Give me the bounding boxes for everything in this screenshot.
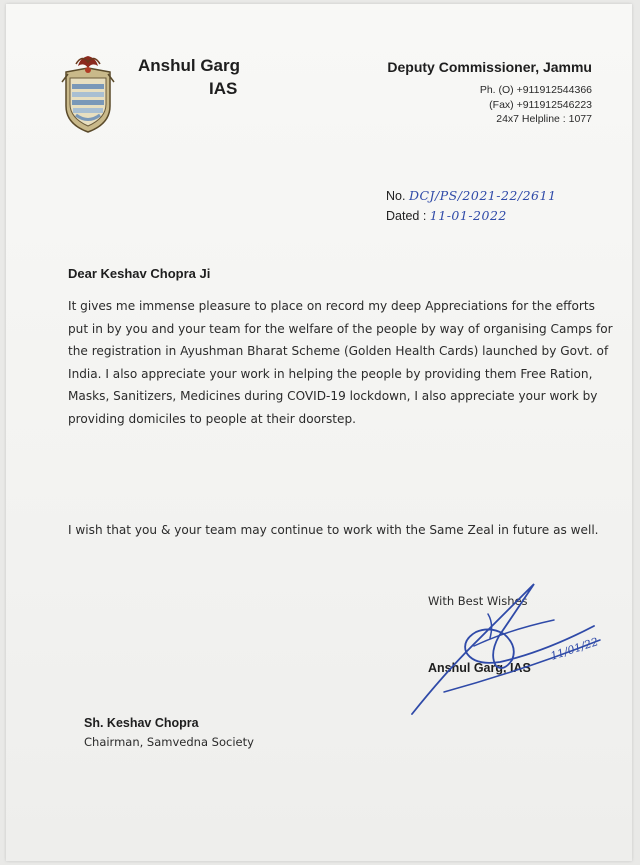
dated-value: 11-01-2022 <box>429 208 507 223</box>
letter-page <box>6 4 632 861</box>
fax-number: (Fax) +911912546223 <box>489 98 592 111</box>
svg-text:11/01/22: 11/01/22 <box>548 635 600 663</box>
official-designation: Deputy Commissioner, Jammu <box>387 59 592 75</box>
handwritten-signature <box>404 574 604 724</box>
reference-block <box>386 186 556 226</box>
body-paragraph-1: It gives me immense pleasure to place on record my deep Appreciations for the efforts put in by you and your team for the welfare of the people by way of organising Camps for the registration in Ayushman Bharat Scheme (Golden Health Cards) launched by Govt. of India. I also appreciate your work in helping the people by providing them Free Ration, Masks, Sanitizers, Medicines during COVID-19 lockdown, I also appreciate your work by providing domiciles to people at their doorstep. <box>68 299 613 426</box>
official-name: Anshul Garg <box>138 56 241 75</box>
contact-block <box>480 83 592 127</box>
phone-office: Ph. (O) +911912544366 <box>479 84 592 96</box>
official-service: IAS <box>209 79 238 98</box>
body-paragraph-2: I wish that you & your team may continue to work with the Same Zeal in future as well. <box>68 523 599 537</box>
recipient-title: Chairman, Samvedna Society <box>84 735 254 749</box>
signatory-name: Anshul Garg, IAS <box>428 661 531 675</box>
salutation: Dear Keshav Chopra Ji <box>68 266 211 281</box>
reference-no-value: DCJ/PS/2021-22/2611 <box>408 188 557 203</box>
recipient-name: Sh. Keshav Chopra <box>84 716 199 730</box>
helpline-number: 24x7 Helpline : 1077 <box>496 113 592 125</box>
closing-wishes: With Best Wishes <box>428 594 528 608</box>
state-emblem-icon <box>58 52 118 136</box>
reference-no-label: No. <box>386 189 406 203</box>
dated-label: Dated : <box>386 209 427 223</box>
